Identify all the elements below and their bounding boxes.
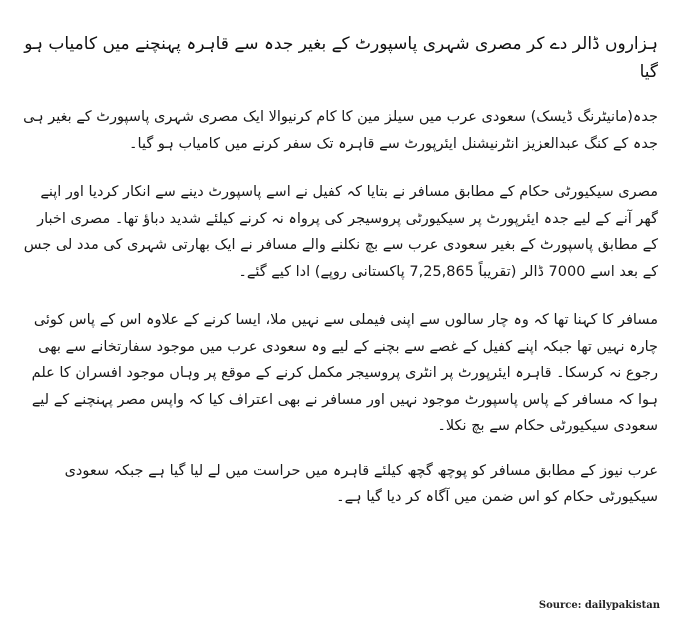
article-paragraph-3: مسافر کا کہنا تھا کہ وہ چار سالوں سے اپنی فیملی سے نہیں ملا، ایسا کرنے کے علاوہ اس کے پاس کوئی چارہ نہیں تھا جبکہ اپنے کفیل کے غصے سے بچنے کے لیے وہ سعودی عرب میں موجود سفارتخانے سے بھی رجوع نہ کرسکا۔ قاہرہ ایئرپورٹ پر انٹری پروسیجر مکمل کرنے کے موقع پر وہاں موجود افسران کا علم ہوا کہ مسافر کے پاس پاسپورٹ موجود نہیں اور مسافر نے بھی اعتراف کیا کہ واپس مصر پہنچنے کے لیے سعودی سیکیورٹی حکام سے بچ نکلا۔ — [31, 312, 658, 434]
article-headline: ہزاروں ڈالر دے کر مصری شہری پاسپورٹ کے بغیر جدہ سے قاہرہ پہنچنے میں کامیاب ہو گیا — [24, 34, 658, 82]
article-paragraph-1: جدہ(مانیٹرنگ ڈیسک) سعودی عرب میں سیلز مین کا کام کرنیوالا ایک مصری شہری پاسپورٹ کے بغیر ہی جدہ کے کنگ عبدالعزیز انٹرنیشنل ایئرپورٹ سے قاہرہ تک سفر کرنے میں کامیاب ہو گیا۔ — [23, 109, 658, 152]
article-paragraph-4: عرب نیوز کے مطابق مسافر کو پوچھ گچھ کیلئے قاہرہ میں حراست میں لے لیا گیا ہے جبکہ سعودی سیکیورٹی حکام کو اس ضمن میں آگاہ کر دیا گیا ہے۔ — [64, 462, 658, 505]
article — [18, 0, 658, 511]
source-credit: Source: dailypakistan — [538, 600, 660, 611]
article-paragraph-2: مصری سیکیورٹی حکام کے مطابق مسافر نے بتایا کہ کفیل نے اسے پاسپورٹ دینے سے انکار کردیا اور اپنے گھر آنے کے لیے جدہ ایئرپورٹ پر سیکیورٹی پروسیجر کی پرواہ نہ کرنے کیلئے شدید دباؤ تھا۔ مصری اخبار کے مطابق پاسپورٹ کے بغیر سعودی عرب سے بچ نکلنے والے مسافر نے ایک بھارتی شہری کی مدد لی جس کے بعد اسے 7000 ڈالر (تقریباً 7,25,865 پاکستانی روپے) ادا کیے گئے۔ — [23, 184, 658, 280]
